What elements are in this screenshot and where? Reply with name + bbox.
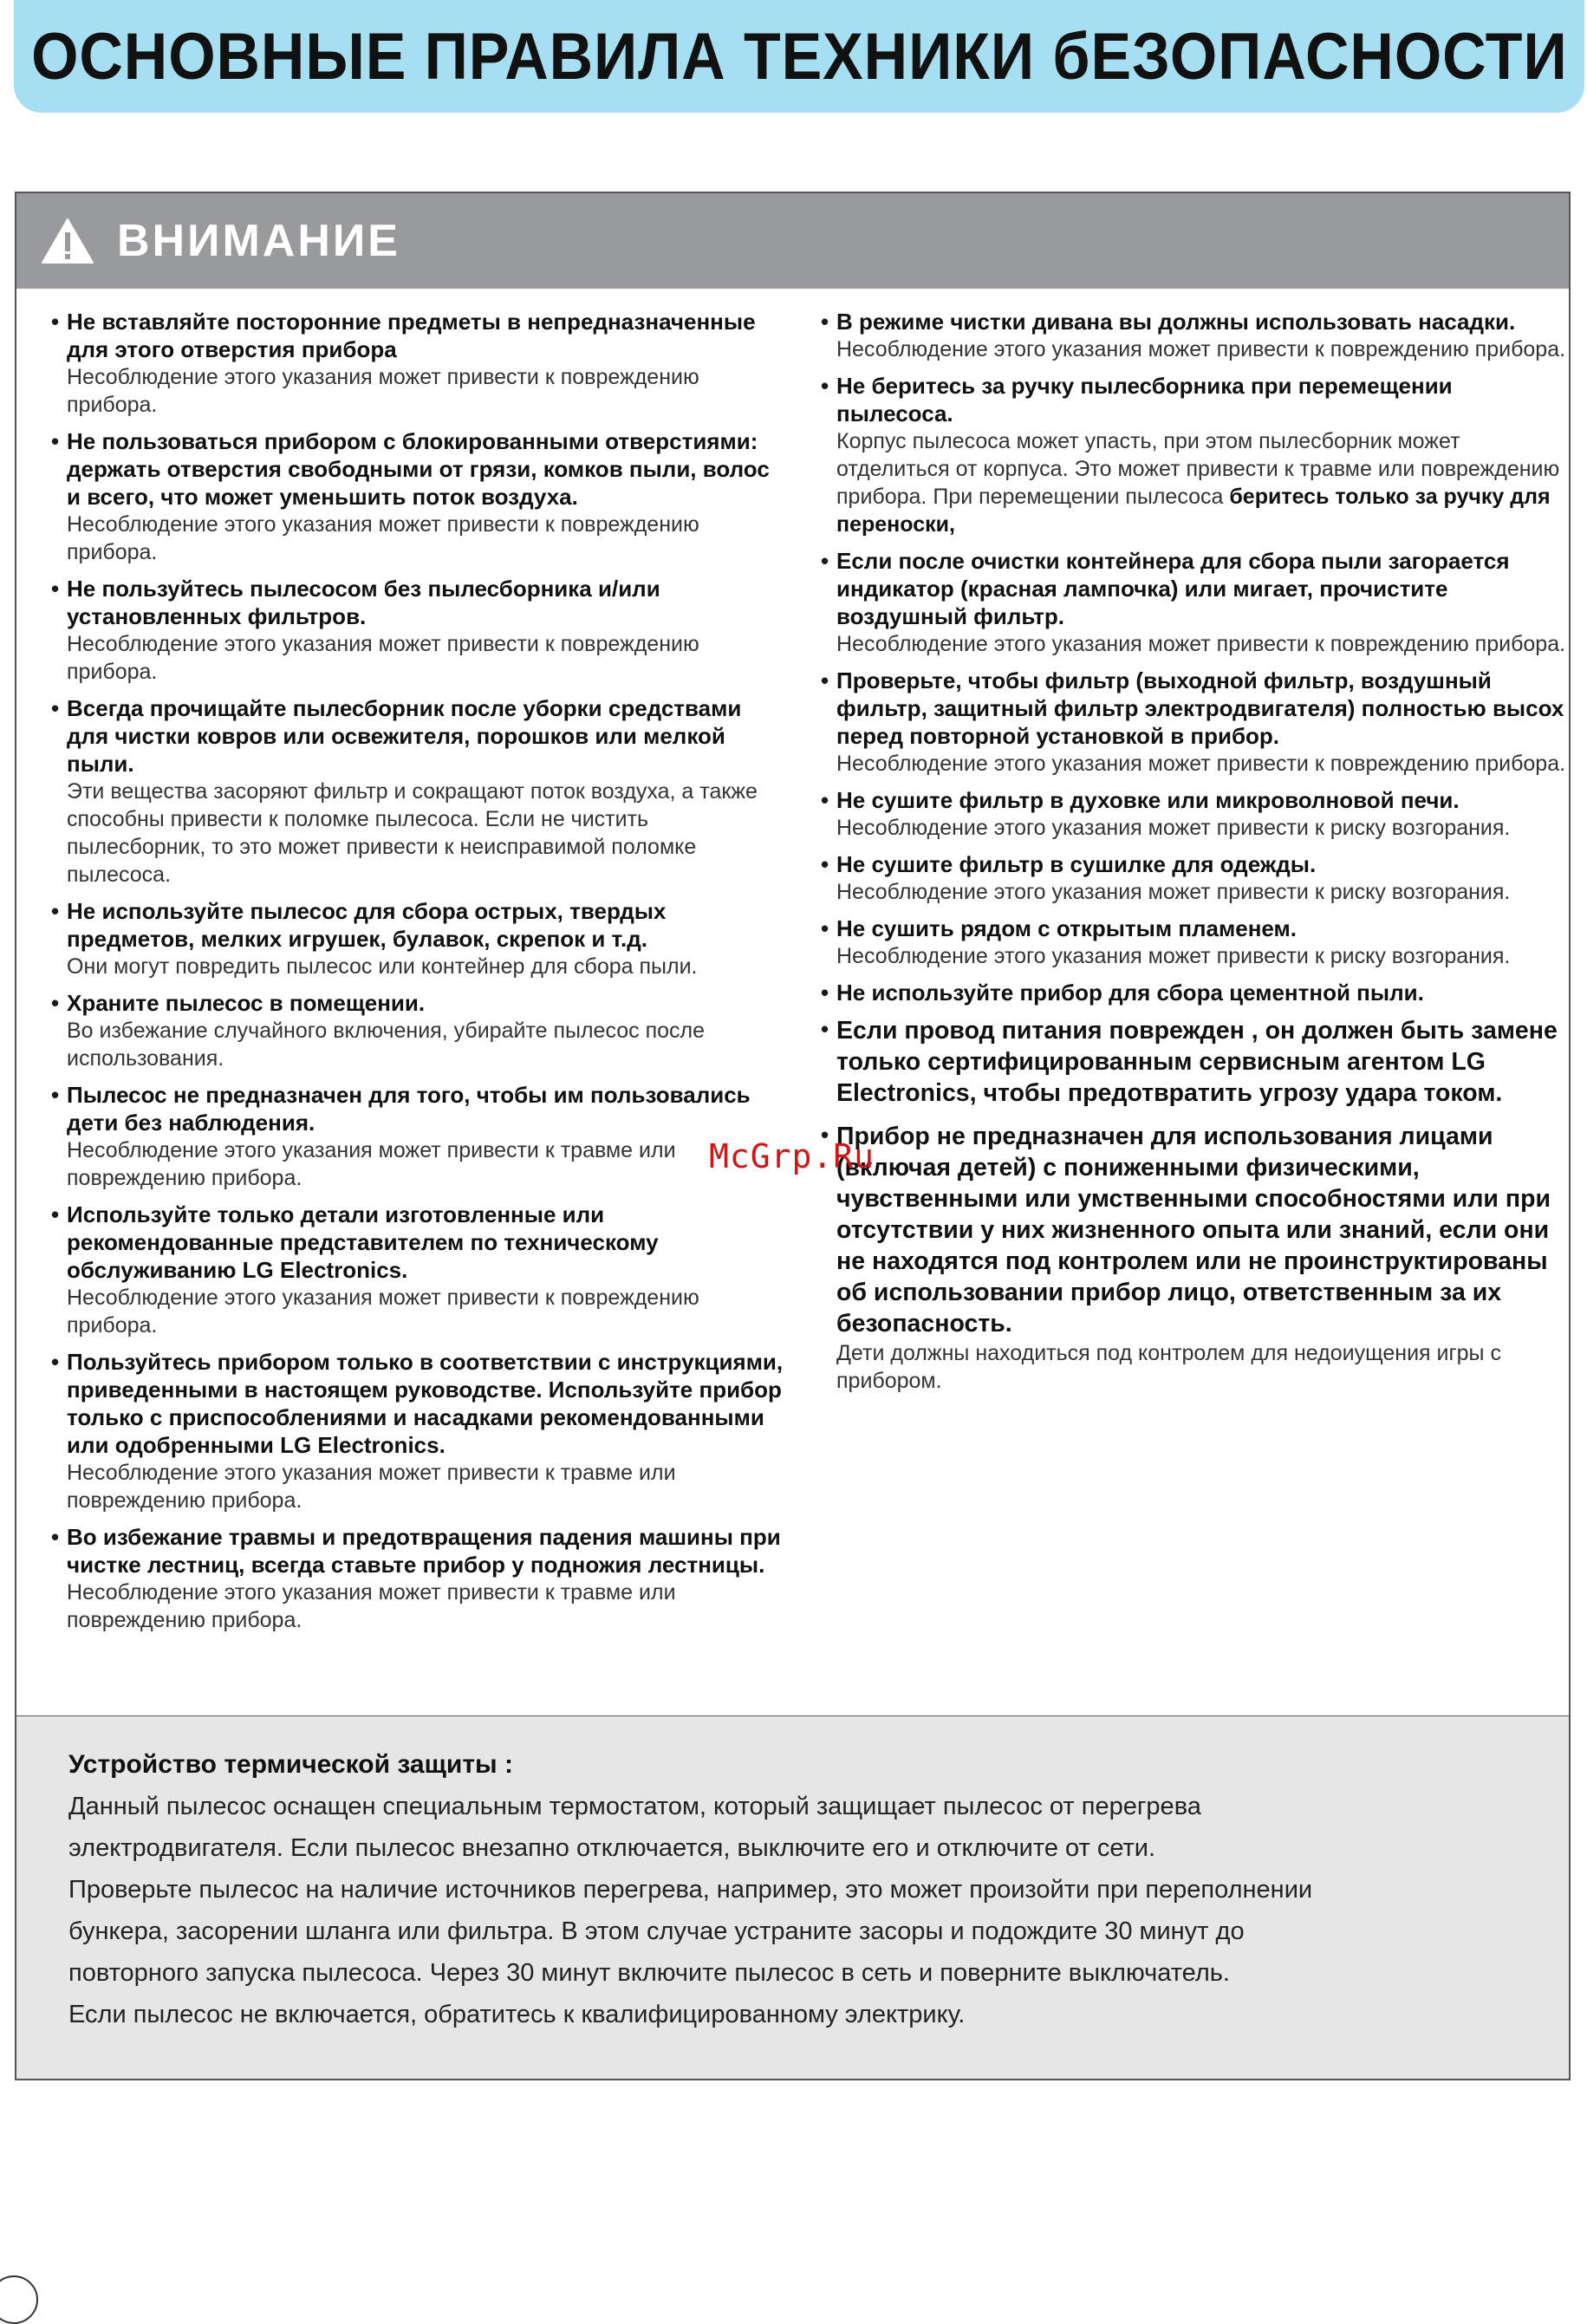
list-item	[821, 786, 1568, 842]
warning-box	[15, 192, 1571, 1717]
right-column	[821, 308, 1568, 1407]
list-item	[821, 1015, 1568, 1109]
item-text: Во избежание случайного включения, убирайте пылесос после использования.	[67, 1019, 706, 1071]
item-heading: • Храните пылесос в помещении.	[67, 990, 426, 1016]
item-heading: • Не сушите фильтр в сушилке для одежды.	[836, 851, 1317, 877]
item-heading: • Не пользуйтесь пылесосом без пылесборника и/или установленных фильтров.	[67, 576, 660, 629]
list-item	[51, 427, 788, 566]
item-heading: • Не используйте прибор для сбора цементной пыли.	[836, 980, 1424, 1006]
thermal-line: бункера, засорении шланга или фильтра. В этом случае устраните засоры и подождите 30 минут до	[68, 1917, 1245, 1945]
item-heading: • Не используйте пылесос для сбора острых, твердых предметов, мелких игрушек, булавок, скрепок и т.д.	[67, 898, 667, 952]
item-heading: • Всегда прочищайте пылесборник после уборки средствами для чистки ковров или освежителя, порошков или мелкой пыли.	[67, 695, 742, 777]
item-text: Несоблюдение этого указания может привести к травме или повреждению прибора.	[67, 1138, 676, 1190]
item-heading: • Во избежание травмы и предотвращения падения машины при чистке лестниц, всегда ставьте прибор у подножия лестницы.	[67, 1524, 781, 1578]
item-heading: • Проверьте, чтобы фильтр (выходной фильтр, воздушный фильтр, защитный фильтр электродвигателя) полностью высох перед повторной установкой в прибор.	[836, 667, 1564, 749]
list-item	[821, 547, 1568, 658]
item-text-regular: Корпус пылесоса может упасть, при этом пылесборник может отделиться от корпуса. Это может привести к травме или повреждению прибора. При перемещении пылесоса	[836, 429, 1560, 509]
left-column	[51, 308, 788, 1643]
item-heading: • Пылесос не предназначен для того, чтобы им пользовались дети без наблюдения.	[67, 1082, 751, 1136]
item-text: Несоблюдение этого указания может привести к травме или повреждению прибора.	[67, 1580, 676, 1632]
thermal-line: электродвигателя. Если пылесос внезапно отключается, выключите его и отключите от сети.	[68, 1834, 1156, 1862]
item-text: Несоблюдение этого указания может привести к повреждению прибора.	[836, 632, 1566, 656]
item-text: Несоблюдение этого указания может привести к риску возгорания.	[836, 816, 1511, 840]
list-item	[51, 1201, 788, 1339]
thermal-protection-box	[15, 1716, 1571, 2080]
item-heading: • Если провод питания поврежден , он должен быть замене только сертифицированным сервисным агентом LG Electronics, чтобы предотвратить угрозу удара током.	[836, 1017, 1558, 1107]
item-heading: • Используйте только детали изготовленные или рекомендованные представителем по техническому обслуживанию LG Electronics.	[67, 1201, 659, 1283]
item-heading: • Прибор не предназначен для использования лицами (включая детей) с пониженными физическими, чувственными или умственными способностями или при отсутствии у них жизненного опыта или знаний, если они не находятся под контролем или не проинструктированы об использовании прибор лицо, ответственным за их безопасность.	[836, 1123, 1551, 1338]
item-text	[836, 427, 1568, 538]
item-heading: • Если после очистки контейнера для сбора пыли загорается индикатор (красная лампочка) или мигает, прочистите воздушный фильтр.	[836, 548, 1510, 629]
item-heading: • Не пользоваться прибором с блокированными отверстиями: держать отверстия свободными от грязи, комков пыли, волос и всего, что может уменьшить поток воздуха.	[67, 428, 770, 510]
watermark: McGrp.Ru	[709, 1137, 875, 1175]
item-text: Несоблюдение этого указания может привести к травме или повреждению прибора.	[67, 1461, 676, 1513]
thermal-line: Проверьте пылесос на наличие источников перегрева, например, это может произойти при переполнении	[68, 1876, 1313, 1904]
item-text-bold: беритесь только за ручку для переноски,	[836, 485, 1551, 537]
list-item	[51, 1081, 788, 1192]
thermal-line: Если пылесос не включается, обратитесь к квалифицированному электрику.	[68, 2001, 966, 2028]
list-item	[821, 850, 1568, 906]
item-text: Несоблюдение этого указания может привести к риску возгорания.	[836, 880, 1511, 904]
list-item	[821, 1121, 1568, 1395]
list-item	[51, 989, 788, 1072]
item-text: Несоблюдение этого указания может привести к повреждению прибора.	[67, 632, 699, 684]
item-text: Несоблюдение этого указания может привести к повреждению прибора.	[67, 365, 699, 417]
item-text: Несоблюдение этого указания может привести к повреждению прибора.	[67, 1286, 699, 1338]
page-title: ОСНОВНЫЕ ПРАВИЛА ТЕХНИКИ бЕЗОПАСНОСТИ	[30, 19, 1568, 94]
item-heading: • Не беритесь за ручку пылесборника при перемещении пылесоса.	[836, 373, 1453, 426]
item-heading: • Не вставляйте посторонние предметы в непредназначенные для этого отверстия прибора	[67, 309, 756, 362]
item-text: Несоблюдение этого указания может привести к повреждению прибора.	[67, 512, 699, 564]
item-text: Несоблюдение этого указания может привести к повреждению прибора.	[836, 337, 1566, 361]
item-text: Несоблюдение этого указания может привести к повреждению прибора.	[836, 752, 1566, 776]
list-item	[51, 308, 788, 419]
item-heading: • Пользуйтесь прибором только в соответствии с инструкциями, приведенными в настоящем руководстве. Используйте прибор только с приспособлениями и насадками рекомендованными или одобренными LG Electronics.	[67, 1349, 784, 1458]
list-item	[821, 915, 1568, 970]
list-item	[51, 694, 788, 889]
item-heading: • Не сушите фильтр в духовке или микроволновой печи.	[836, 787, 1460, 813]
item-heading: • В режиме чистки дивана вы должны использовать насадки.	[836, 309, 1516, 335]
page-number-circle	[0, 2275, 38, 2324]
item-text: Дети должны находиться под контролем для недоиущения игры с прибором.	[836, 1341, 1501, 1393]
item-text: Несоблюдение этого указания может привести к риску возгорания.	[836, 944, 1511, 968]
item-text: Они могут повредить пылесос или контейнер для сбора пыли.	[67, 954, 698, 979]
attention-label: ВНИМАНИЕ	[117, 216, 400, 266]
list-item	[821, 979, 1568, 1006]
thermal-line: Данный пылесос оснащен специальным термостатом, который защищает пылесос от перегрева	[68, 1793, 1201, 1820]
thermal-title: Устройство термической защиты :	[68, 1750, 513, 1779]
list-item	[51, 897, 788, 980]
thermal-line: повторного запуска пылесоса. Через 30 минут включите пылесос в сеть и поверните выключатель.	[68, 1959, 1230, 1987]
list-item	[51, 575, 788, 686]
item-heading: • Не сушить рядом с открытым пламенем.	[836, 915, 1297, 941]
attention-header	[16, 193, 1569, 289]
list-item	[821, 372, 1568, 538]
warning-triangle-icon	[41, 218, 94, 264]
list-item	[821, 308, 1568, 363]
list-item	[51, 1523, 788, 1634]
title-banner	[14, 0, 1584, 113]
list-item	[51, 1348, 788, 1514]
list-item	[821, 667, 1568, 778]
item-text: Эти вещества засоряют фильтр и сокращают поток воздуха, а также способны привести к поломке пылесоса. Если не чистить пылесборник, то это может привести к неисправимой поломке пылесоса.	[67, 779, 758, 887]
